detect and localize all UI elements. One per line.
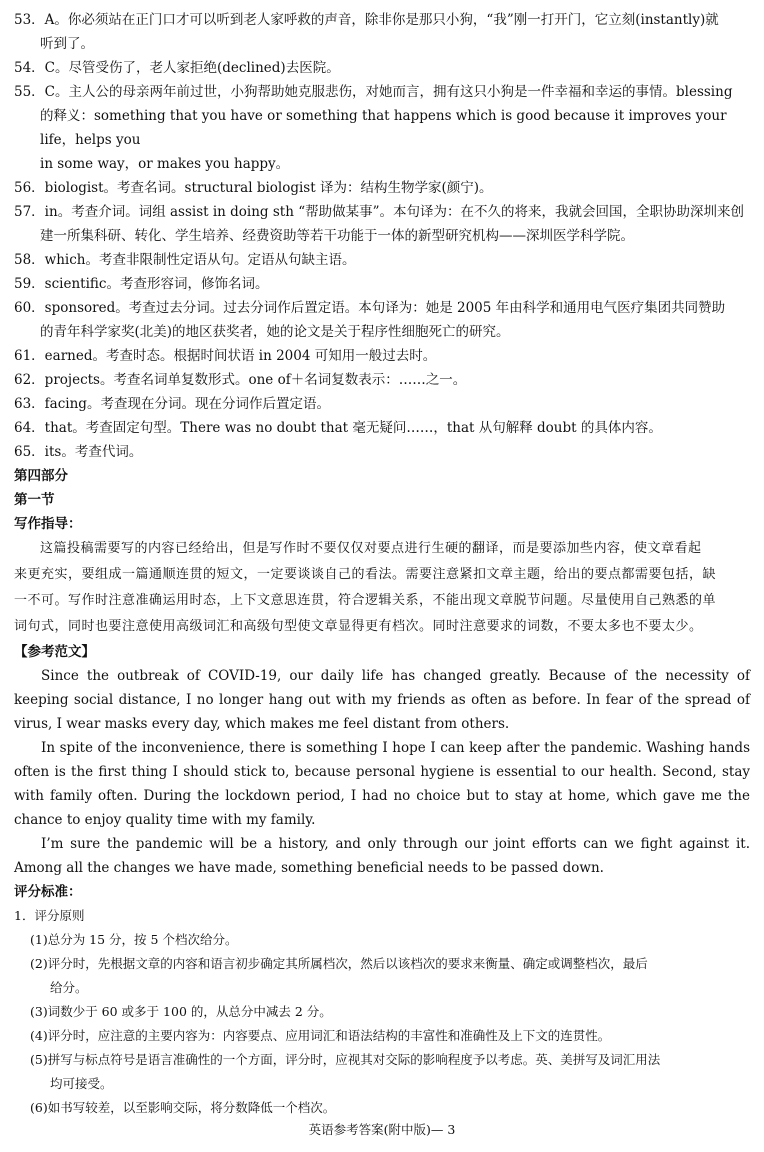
answer-item bbox=[14, 80, 750, 176]
answer-line: 61．earned。考查时态。根据时间状语 in 2004 可知用一般过去时。 bbox=[14, 348, 437, 364]
answer-line: 54．C。尽管受伤了，老人家拒绝(declined)去医院。 bbox=[14, 60, 340, 76]
sample-essay-heading: 【参考范文】 bbox=[14, 644, 95, 660]
writing-guide-heading: 写作指导： bbox=[14, 516, 82, 532]
answer-item bbox=[14, 296, 750, 344]
answer-line: 60．sponsored。考查过去分词。过去分词作后置定语。本句译为：她是 2005 年由科学和通用电气医疗集团共同赞助 bbox=[14, 300, 726, 316]
principle-item: (5)拼写与标点符号是语言准确性的一个方面，评分时，应视其对交际的影响程度予以考虑。英、美拼写及词汇用法 bbox=[30, 1052, 661, 1067]
answer-item bbox=[14, 416, 750, 440]
answer-line: 建一所集科研、转化、学生培养、经费资助等若干功能于一体的新型研究机构——深圳医学科学院。 bbox=[40, 228, 634, 244]
principle-item: (6)如书写较差，以至影响交际，将分数降低一个档次。 bbox=[30, 1100, 336, 1115]
scoring-criteria-heading: 评分标准： bbox=[14, 884, 82, 900]
principle-item: (3)词数少于 60 或多于 100 的，从总分中减去 2 分。 bbox=[30, 1004, 332, 1019]
answer-line: 的青年科学家奖(北美)的地区获奖者，她的论文是关于程序性细胞死亡的研究。 bbox=[40, 324, 510, 340]
answer-item bbox=[14, 8, 750, 56]
essay-paragraph: I’m sure the pandemic will be a history, and only through our joint efforts can we fight against it. Among all the changes we have made, something beneficial needs to be passed down. bbox=[14, 836, 750, 876]
answer-item bbox=[14, 344, 750, 368]
guide-line: 这篇投稿需要写的内容已经给出，但是写作时不要仅仅对要点进行生硬的翻译，而是要添加些内容，使文章看起 bbox=[40, 541, 702, 556]
answer-line: in some way，or makes you happy。 bbox=[40, 156, 290, 172]
answer-item bbox=[14, 392, 750, 416]
principle-item-cont: 均可接受。 bbox=[50, 1076, 113, 1091]
principle-heading: 1．评分原则 bbox=[14, 908, 85, 923]
answer-line: 57．in。考查介词。词组 assist in doing sth “帮助做某事”。本句译为：在不久的将来，我就会回国，全职协助深圳来创 bbox=[14, 204, 745, 220]
answer-line: 56．biologist。考查名词。structural biologist 译为：结构生物学家(颜宁)。 bbox=[14, 180, 493, 196]
answer-line: 65．its。考查代词。 bbox=[14, 444, 143, 460]
part-four-heading: 第四部分 bbox=[14, 468, 68, 484]
answer-item bbox=[14, 56, 750, 80]
principle-item: (4)评分时，应注意的主要内容为：内容要点、应用词汇和语法结构的丰富性和准确性及上下文的连贯性。 bbox=[30, 1028, 611, 1043]
answer-line: 63．facing。考查现在分词。现在分词作后置定语。 bbox=[14, 396, 330, 412]
principle-item: (2)评分时，先根据文章的内容和语言初步确定其所属档次，然后以该档次的要求来衡量、确定或调整档次，最后 bbox=[30, 956, 648, 971]
essay-paragraph: Since the outbreak of COVID-19, our daily life has changed greatly. Because of the necessity of keeping social distance, I no longer hang out with my friends as often as before. In fear of the spread of virus, I wear masks every day, which makes me feel distant from others. bbox=[14, 668, 750, 732]
principle-item: (1)总分为 15 分，按 5 个档次给分。 bbox=[30, 932, 238, 947]
answer-item bbox=[14, 248, 750, 272]
writing-guide bbox=[14, 536, 750, 640]
answer-item bbox=[14, 440, 750, 464]
answer-line: 64．that。考查固定句型。There was no doubt that 毫无疑问……，that 从句解释 doubt 的具体内容。 bbox=[14, 420, 662, 436]
guide-line: 来更充实，要组成一篇通顺连贯的短文，一定要谈谈自己的看法。需要注意紧扣文章主题，给出的要点都需要包括，缺 bbox=[14, 567, 717, 582]
answer-item bbox=[14, 272, 750, 296]
answer-line: 58．which。考查非限制性定语从句。定语从句缺主语。 bbox=[14, 252, 356, 268]
scoring-principles bbox=[14, 904, 750, 1120]
page-footer: 英语参考答案(附中版)— 3 bbox=[308, 1122, 456, 1137]
answer-item bbox=[14, 368, 750, 392]
answer-line: 62．projects。考查名词单复数形式。one of＋名词复数表示：……之一。 bbox=[14, 372, 467, 388]
section-one-heading: 第一节 bbox=[14, 492, 55, 508]
answer-line: 55．C。主人公的母亲两年前过世，小狗帮助她克服悲伤，对她而言，拥有这只小狗是一件幸福和幸运的事情。blessing bbox=[14, 84, 733, 100]
answer-line: 听到了。 bbox=[40, 36, 94, 52]
principle-item-cont: 给分。 bbox=[50, 980, 88, 995]
answer-line: 59．scientific。考查形容词，修饰名词。 bbox=[14, 276, 269, 292]
sample-essay bbox=[14, 664, 750, 880]
guide-line: 一不可。写作时注意准确运用时态，上下文意思连贯，符合逻辑关系，不能出现文章脱节问题。尽量使用自己熟悉的单 bbox=[14, 593, 717, 608]
answer-line: 53．A。你必须站在正门口才可以听到老人家呼救的声音，除非你是那只小狗，“我”刚一打开门，它立刻(instantly)就 bbox=[14, 12, 719, 28]
answer-item bbox=[14, 176, 750, 200]
answer-line: 的释义：something that you have or something that happens which is good because it improves your life，helps you bbox=[40, 108, 727, 148]
essay-paragraph: In spite of the inconvenience, there is something I hope I can keep after the pandemic. Washing hands often is the first thing I should stick to, because personal hygiene is essential to our health. Second, stay with family often. During the lockdown period, I had no choice but to stay at home, which gave me the chance to enjoy quality time with my family. bbox=[14, 740, 750, 828]
answers-list bbox=[14, 8, 750, 464]
answer-item bbox=[14, 200, 750, 248]
guide-line: 词句式，同时也要注意使用高级词汇和高级句型使文章显得更有档次。同时注意要求的词数，不要太多也不要太少。 bbox=[14, 619, 703, 634]
